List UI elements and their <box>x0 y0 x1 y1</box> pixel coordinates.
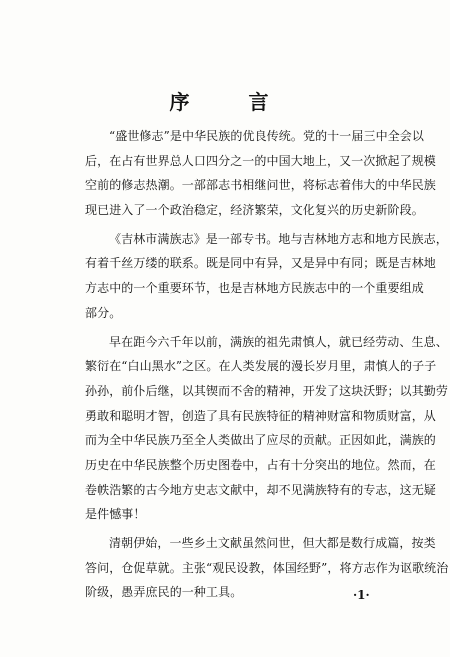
text-line: 卷帙浩繁的古今地方史志文献中，却不见满族特有的专志，这无疑 <box>85 482 436 497</box>
text-line: 有着千丝万缕的联系。既是同中有异，又是异中有同；既是吉林地 <box>85 256 436 271</box>
paragraph-2 <box>61 227 448 326</box>
text-line: 现已进入了一个政治稳定，经济繁荣，文化复兴的历史新阶段。 <box>85 203 424 218</box>
text-line: 孙孙，前仆后继，以其锲而不舍的精神，开发了这块沃野；以其勤劳 <box>85 383 449 398</box>
text-line: 方志中的一个重要环节，也是吉林地方民族志中的一个重要组成 <box>85 281 424 296</box>
text-line: 而为全中华民族乃至全人类做出了应尽的贡献。正因如此，满族的 <box>85 433 436 448</box>
text-line: “盛世修志”是中华民族的优良传统。党的十一届三中全会以 <box>109 129 424 143</box>
text-line: 阶级，愚弄庶民的一种工具。 <box>85 585 243 600</box>
text-line: 勇敢和聪明才智，创造了具有民族特征的精神财富和物质财富，从 <box>85 408 436 423</box>
paragraph-1 <box>61 124 436 223</box>
text-line: 历史在中华民族整个历史图卷中，占有十分突出的地位。然而，在 <box>85 457 436 472</box>
body-text <box>61 124 449 609</box>
text-line: 空前的修志热潮。一部部志书相继问世，将标志着伟大的中华民族 <box>85 178 436 193</box>
paragraph-3 <box>61 330 449 528</box>
text-line: 《吉林市满族志》是一部专书。地与吉林地方志和地方民族志， <box>109 231 448 246</box>
text-line: 后，在占有世界总人口四分之一的中国大地上，又一次掀起了规模 <box>85 153 436 168</box>
text-line: 是件憾事！ <box>85 507 146 522</box>
page-number: ·1· <box>353 588 370 602</box>
text-line: 答问，仓促草就。主张“观民设教，体国经野”，将方志作为讴歌统治 <box>85 560 449 575</box>
text-line: 部分。 <box>85 305 122 320</box>
text-line: 清朝伊始，一些乡土文献虽然问世，但大都是数行成篇，按类 <box>109 536 436 550</box>
text-line: 繁衍在“白山黑水”之区。在人类发展的漫长岁月里，肃慎人的子子 <box>85 359 437 374</box>
text-line: 早在距今六千年以前，满族的祖先肃慎人，就已经劳动、生息、 <box>109 334 448 349</box>
page-title: 序 言 <box>169 90 295 114</box>
